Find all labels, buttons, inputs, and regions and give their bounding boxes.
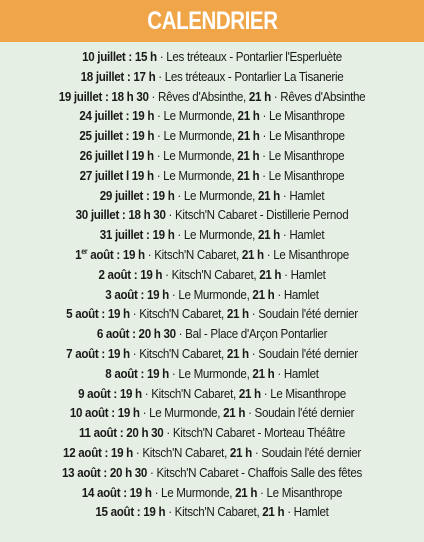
calendar-title: CALENDRIER: [146, 6, 278, 35]
date-time: 7 août : 19 h: [66, 345, 130, 361]
show-info: · Kitsch'N Cabaret,: [162, 266, 260, 282]
second-show: · Soudain l'été dernier: [245, 405, 355, 421]
schedule-row: [25, 324, 398, 344]
second-time: 21 h: [229, 444, 252, 460]
second-time: 21 h: [235, 484, 258, 500]
second-time: 21 h: [262, 504, 285, 520]
calendar-header-banner: [0, 0, 424, 42]
schedule-row: [25, 285, 398, 305]
show-info: · Le Murmonde,: [151, 484, 236, 500]
date-time: 10 juillet : 15 h: [82, 49, 157, 64]
date-time: 9 août : 19 h: [78, 385, 142, 401]
date-time: 18 juillet : 17 h: [80, 68, 156, 84]
second-show: · Rêves d'Absinthe: [270, 88, 366, 104]
second-show: · Soudain l'été dernier: [248, 345, 358, 361]
second-time: 21 h: [259, 266, 282, 282]
show-info: · Bal - Place d'Arçon Pontarlier: [175, 326, 328, 342]
second-show: · Le Misanthrope: [263, 246, 349, 262]
second-time: 21 h: [238, 385, 261, 401]
date-time: 6 août : 20 h 30: [96, 326, 176, 342]
show-info: · Le Murmonde,: [174, 227, 258, 243]
date-time: [75, 247, 145, 262]
second-show: · Le Misanthrope: [259, 108, 345, 124]
second-show: · Soudain l'été dernier: [251, 444, 361, 460]
date-time: 8 août : 19 h: [105, 365, 169, 381]
date-time: 24 juillet : 19 h: [79, 108, 155, 124]
date-time: 27 juillet l 19 h: [79, 167, 154, 183]
second-show: · Hamlet: [274, 365, 319, 381]
second-time: 21 h: [223, 405, 246, 421]
date-time: 10 août : 19 h: [69, 405, 140, 421]
date-time: 5 août : 19 h: [66, 306, 130, 322]
second-show: · Hamlet: [279, 187, 325, 203]
schedule-row: [25, 384, 398, 404]
schedule-list: [0, 42, 424, 542]
second-time: 21 h: [241, 246, 264, 262]
second-show: · Hamlet: [279, 227, 325, 243]
second-time: 21 h: [257, 187, 280, 203]
show-info: · Kitsch'N Cabaret - Distillerie Pernod: [165, 207, 349, 223]
second-show: · Hamlet: [284, 504, 329, 520]
show-info: · Kitsch'N Cabaret,: [129, 345, 227, 361]
second-show: · Hamlet: [274, 286, 319, 302]
show-info: · Kitsch'N Cabaret,: [144, 246, 242, 262]
schedule-row: [25, 502, 398, 522]
show-info: · Le Murmonde,: [168, 365, 253, 381]
date-time: 13 août : 20 h 30: [62, 464, 148, 480]
show-info: · Kitsch'N Cabaret,: [132, 444, 230, 460]
schedule-row: [25, 265, 398, 285]
date-time: 11 août : 20 h 30: [79, 425, 164, 441]
show-info: · Le Murmonde,: [168, 286, 253, 302]
date-day: 1: [75, 246, 82, 262]
date-time: 3 août : 19 h: [105, 286, 169, 302]
show-info: · Le Murmonde,: [153, 147, 238, 163]
date-time: 2 août : 19 h: [98, 266, 163, 282]
schedule-row: [25, 166, 398, 186]
second-time: 21 h: [248, 88, 271, 104]
schedule-row: [25, 423, 398, 443]
second-show: · Le Misanthrope: [259, 147, 345, 163]
date-time: 30 juillet : 18 h 30: [75, 207, 166, 223]
second-time: 21 h: [257, 227, 280, 243]
schedule-row: [25, 304, 398, 324]
schedule-row: [25, 205, 398, 225]
schedule-row: [25, 225, 398, 245]
schedule-row: [25, 146, 398, 166]
show-info: · Kitsch'N Cabaret - Chaffois Salle des fêtes: [147, 464, 362, 480]
show-info: · Le Murmonde,: [139, 405, 224, 421]
second-time: 21 h: [252, 365, 275, 381]
schedule-row: [25, 463, 398, 483]
show-info: · Les tréteaux - Pontarlier La Tisanerie: [155, 68, 344, 84]
date-time: 25 juillet : 19 h: [79, 128, 155, 144]
date-time: 29 juillet : 19 h: [99, 187, 175, 203]
schedule-row: [25, 403, 398, 423]
date-time: 14 août : 19 h: [81, 484, 152, 500]
schedule-row: [25, 126, 398, 146]
show-info: · Les tréteaux - Pontarlier l'Esperluète: [156, 49, 342, 64]
second-time: 21 h: [252, 286, 275, 302]
second-time: 21 h: [226, 345, 249, 361]
second-show: · Le Misanthrope: [259, 167, 345, 183]
schedule-row: [25, 67, 398, 87]
schedule-row: [25, 245, 398, 265]
show-info: · Le Murmonde,: [154, 128, 238, 144]
schedule-row: [25, 364, 398, 384]
second-time: 21 h: [237, 167, 260, 183]
schedule-row: [25, 483, 398, 503]
second-time: 21 h: [237, 147, 260, 163]
second-show: · Le Misanthrope: [257, 484, 343, 500]
second-time: 21 h: [237, 128, 260, 144]
second-show: · Hamlet: [281, 266, 326, 282]
schedule-row: [25, 443, 398, 463]
show-info: · Kitsch'N Cabaret,: [141, 385, 239, 401]
date-time: 15 août : 19 h: [95, 504, 166, 520]
date-time: 12 août : 19 h: [63, 444, 133, 460]
schedule-row: [25, 106, 398, 126]
date-ordinal: er: [81, 246, 88, 256]
second-time: 21 h: [226, 306, 249, 322]
show-info: · Kitsch'N Cabaret,: [165, 504, 263, 520]
date-time: 19 juillet : 18 h 30: [58, 88, 149, 104]
second-show: · Le Misanthrope: [259, 128, 345, 144]
show-info: · Le Murmonde,: [154, 108, 238, 124]
date-time: 26 juillet l 19 h: [79, 147, 154, 163]
show-info: · Rêves d'Absinthe,: [148, 88, 249, 104]
show-info: · Kitsch'N Cabaret - Morteau Théâtre: [163, 425, 345, 441]
second-show: · Soudain l'été dernier: [248, 306, 358, 322]
show-info: · Le Murmonde,: [153, 167, 238, 183]
show-info: · Kitsch'N Cabaret,: [129, 306, 227, 322]
schedule-row: [25, 186, 398, 206]
schedule-row: [25, 344, 398, 364]
second-show: · Le Misanthrope: [260, 385, 346, 401]
schedule-row: [25, 47, 398, 67]
date-time: 31 juillet : 19 h: [99, 227, 175, 243]
date-rest: août : 19 h: [87, 246, 145, 262]
show-info: · Le Murmonde,: [174, 187, 258, 203]
second-time: 21 h: [237, 108, 260, 124]
schedule-row: [25, 87, 398, 107]
